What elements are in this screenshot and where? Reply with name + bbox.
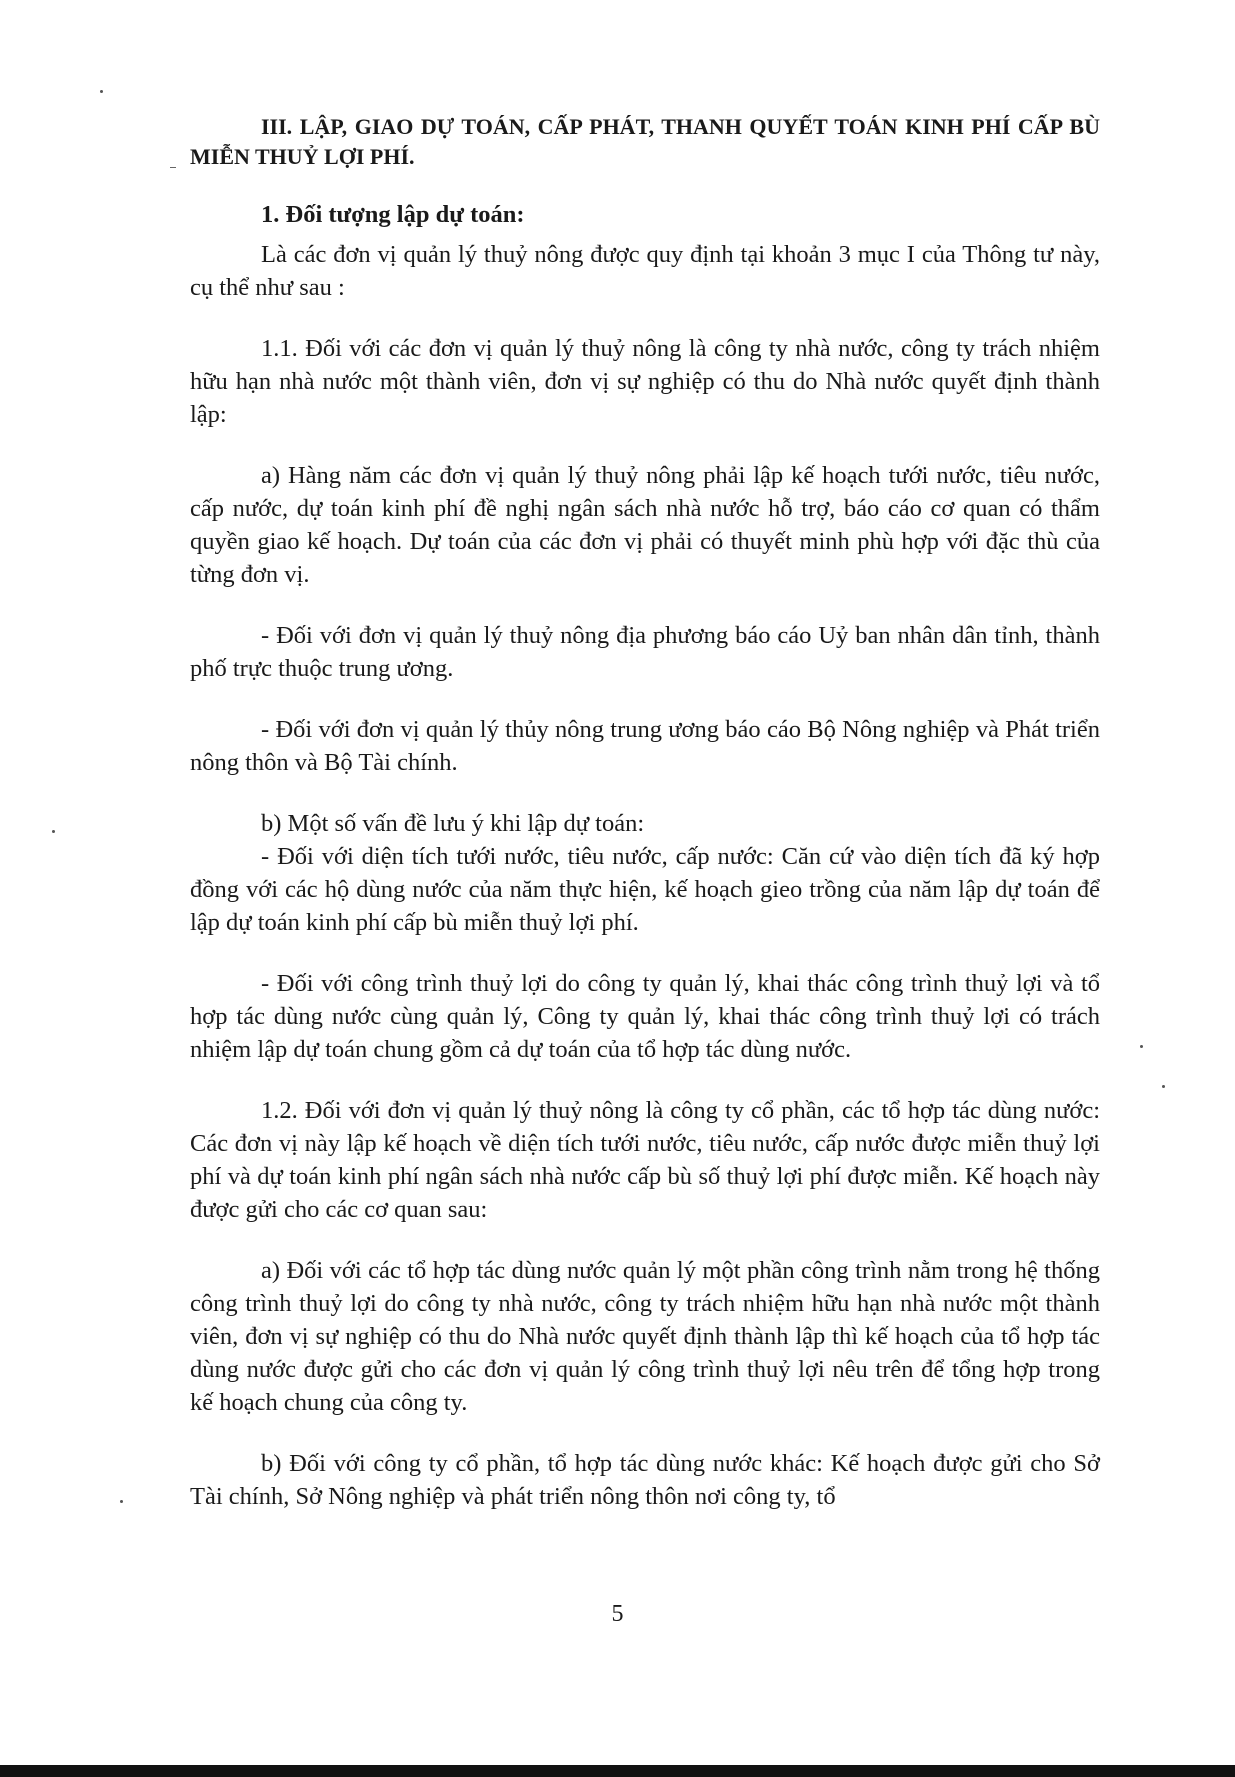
- paragraph-area-note: - Đối với diện tích tưới nước, tiêu nước, cấp nước: Căn cứ vào diện tích đã ký hợp đồng với các hộ dùng nước của năm thực hiện, kế hoạch gieo trồng của năm lập dự toán để lập dự toán kinh phí cấp bù miễn thuỷ lợi phí.: [190, 843, 1100, 936]
- scan-speck: [120, 1500, 123, 1503]
- paragraph-1-2-b: b) Đối với công ty cổ phần, tổ hợp tác dùng nước khác: Kế hoạch được gửi cho Sở Tài chính, Sở Nông nghiệp và phát triển nông thôn nơi công ty, tổ: [190, 1450, 1100, 1510]
- paragraph-1-2-a: a) Đối với các tổ hợp tác dùng nước quản lý một phần công trình nằm trong hệ thống công trình thuỷ lợi do công ty nhà nước, công ty trách nhiệm hữu hạn nhà nước một thành viên, đơn vị sự nghiệp có thu do Nhà nước quyết định thành lập thì kế hoạch của tổ hợp tác dùng nước được gửi cho các đơn vị quản lý công trình thuỷ lợi nêu trên để tổng hợp trong kế hoạch chung của công ty.: [190, 1257, 1100, 1416]
- scan-speck: [1162, 1085, 1165, 1088]
- scan-mark: [170, 167, 176, 168]
- document-body: [190, 112, 1100, 1513]
- scan-speck: [52, 830, 55, 833]
- paragraph-1-1-a: a) Hàng năm các đơn vị quản lý thuỷ nông phải lập kế hoạch tưới nước, tiêu nước, cấp nước, dự toán kinh phí đề nghị ngân sách nhà nước hỗ trợ, báo cáo cơ quan có thẩm quyền giao kế hoạch. Dự toán của các đơn vị phải có thuyết minh phù hợp với đặc thù của từng đơn vị.: [190, 462, 1100, 588]
- section-title: 1. Đối tượng lập dự toán:: [261, 201, 525, 228]
- paragraph-central-report: - Đối với đơn vị quản lý thủy nông trung ương báo cáo Bộ Nông nghiệp và Phát triển nông thôn và Bộ Tài chính.: [190, 716, 1100, 776]
- page-number: 5: [611, 1601, 624, 1627]
- paragraph-local-report: - Đối với đơn vị quản lý thuỷ nông địa phương báo cáo Uỷ ban nhân dân tỉnh, thành phố trực thuộc trung ương.: [190, 622, 1100, 682]
- paragraph-1-1: 1.1. Đối với các đơn vị quản lý thuỷ nông là công ty nhà nước, công ty trách nhiệm hữu hạn nhà nước một thành viên, đơn vị sự nghiệp có thu do Nhà nước quyết định thành lập:: [190, 335, 1100, 428]
- paragraph-joint-management: - Đối với công trình thuỷ lợi do công ty quản lý, khai thác công trình thuỷ lợi và tổ hợp tác dùng nước cùng quản lý, Công ty quản lý, khai thác công trình thuỷ lợi có trách nhiệm lập dự toán chung gồm cả dự toán của tổ hợp tác dùng nước.: [190, 970, 1100, 1063]
- scan-speck: [1140, 1045, 1143, 1048]
- paragraph-1-1-b: b) Một số vấn đề lưu ý khi lập dự toán:: [261, 810, 645, 837]
- scan-bottom-edge: [0, 1765, 1235, 1777]
- paragraph-1-2: 1.2. Đối với đơn vị quản lý thuỷ nông là công ty cổ phần, các tổ hợp tác dùng nước: Các đơn vị này lập kế hoạch về diện tích tưới nước, tiêu nước, cấp nước được miễn thuỷ lợi phí và dự toán kinh phí ngân sách nhà nước cấp bù số thuỷ lợi phí được miễn. Kế hoạch này được gửi cho các cơ quan sau:: [190, 1097, 1100, 1223]
- chapter-heading: III. LẬP, GIAO DỰ TOÁN, CẤP PHÁT, THANH QUYẾT TOÁN KINH PHÍ CẤP BÙ MIỄN THUỶ LỢI PHÍ.: [190, 114, 1100, 169]
- paragraph-intro: Là các đơn vị quản lý thuỷ nông được quy định tại khoản 3 mục I của Thông tư này, cụ thể như sau :: [190, 241, 1100, 301]
- scan-speck: [100, 90, 103, 93]
